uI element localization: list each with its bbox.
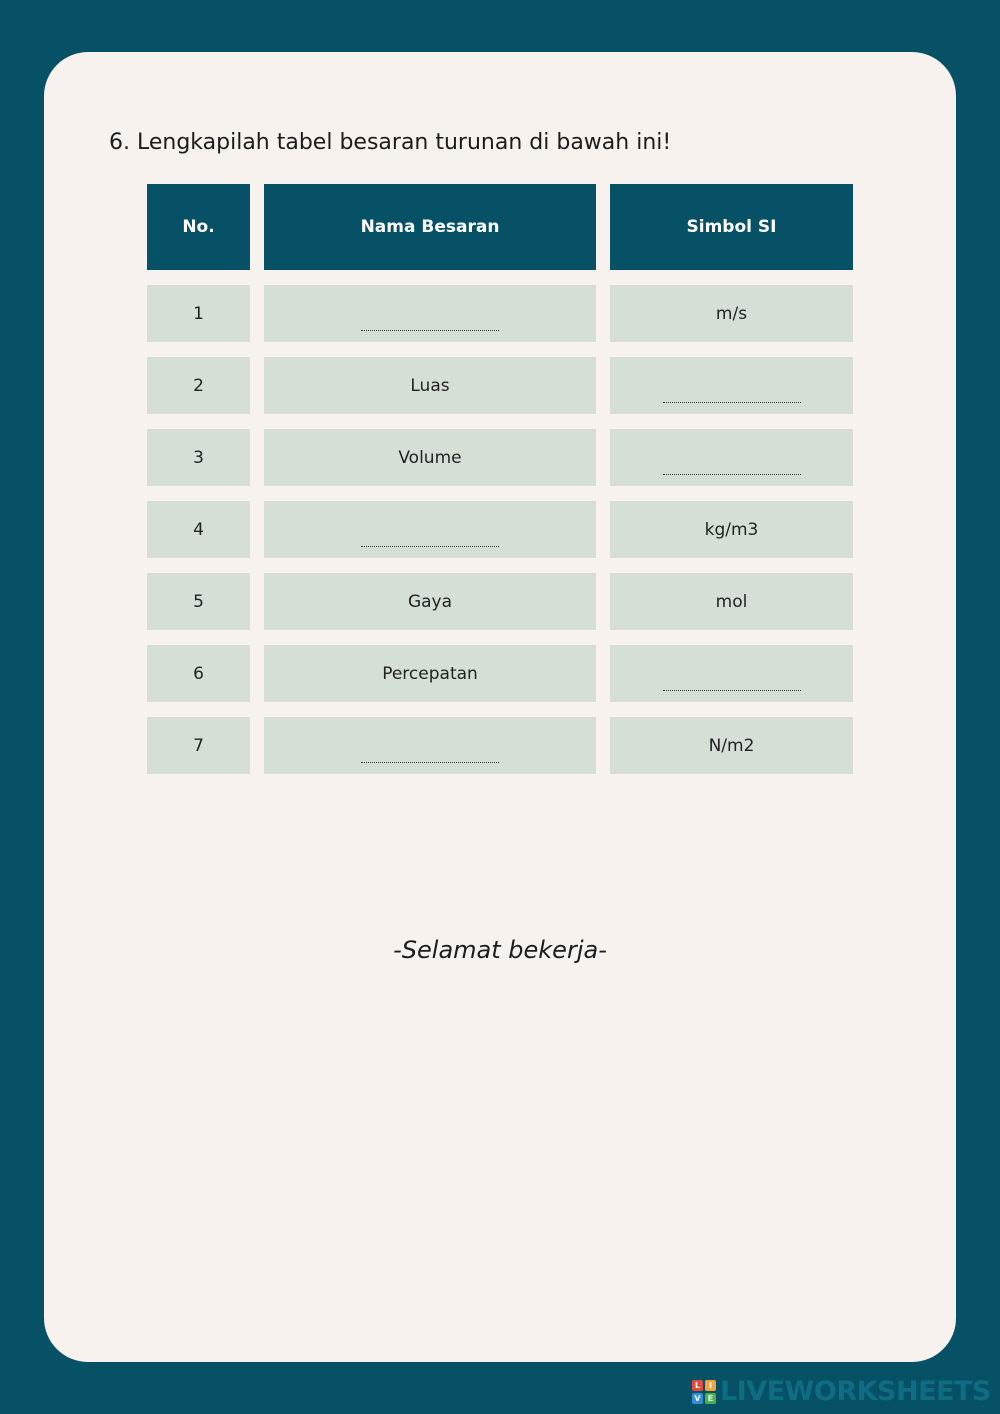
blank-nama-besaran-4[interactable] — [264, 501, 596, 558]
cell-simbol-si-7: N/m2 — [610, 717, 853, 774]
cell-no-1: 1 — [147, 285, 250, 342]
cell-no-4: 4 — [147, 501, 250, 558]
header-simbol-si: Simbol SI — [610, 184, 853, 270]
answer-line[interactable] — [361, 330, 499, 331]
cell-no-3: 3 — [147, 429, 250, 486]
blank-simbol-si-2[interactable] — [610, 357, 853, 414]
cell-simbol-si-1: m/s — [610, 285, 853, 342]
cell-simbol-si-4: kg/m3 — [610, 501, 853, 558]
liveworksheets-icon: L I V E — [692, 1380, 716, 1404]
answer-line[interactable] — [663, 474, 801, 475]
header-no: No. — [147, 184, 250, 270]
cell-nama-besaran-6: Percepatan — [264, 645, 596, 702]
question-text: 6. Lengkapilah tabel besaran turunan di bawah ini! — [109, 130, 672, 155]
brand-name: LIVEWORKSHEETS — [720, 1376, 991, 1407]
blank-simbol-si-3[interactable] — [610, 429, 853, 486]
blank-nama-besaran-1[interactable] — [264, 285, 596, 342]
header-nama-besaran: Nama Besaran — [264, 184, 596, 270]
cell-nama-besaran-3: Volume — [264, 429, 596, 486]
answer-line[interactable] — [663, 402, 801, 403]
cell-nama-besaran-2: Luas — [264, 357, 596, 414]
cell-no-7: 7 — [147, 717, 250, 774]
blank-simbol-si-6[interactable] — [610, 645, 853, 702]
cell-simbol-si-5: mol — [610, 573, 853, 630]
brand-logo — [692, 1376, 991, 1407]
cell-no-2: 2 — [147, 357, 250, 414]
answer-line[interactable] — [663, 690, 801, 691]
answer-line[interactable] — [361, 762, 499, 763]
answer-line[interactable] — [361, 546, 499, 547]
cell-no-6: 6 — [147, 645, 250, 702]
blank-nama-besaran-7[interactable] — [264, 717, 596, 774]
cell-no-5: 5 — [147, 573, 250, 630]
worksheet-page — [44, 52, 956, 1362]
closing-text: -Selamat bekerja- — [393, 936, 607, 964]
cell-nama-besaran-5: Gaya — [264, 573, 596, 630]
